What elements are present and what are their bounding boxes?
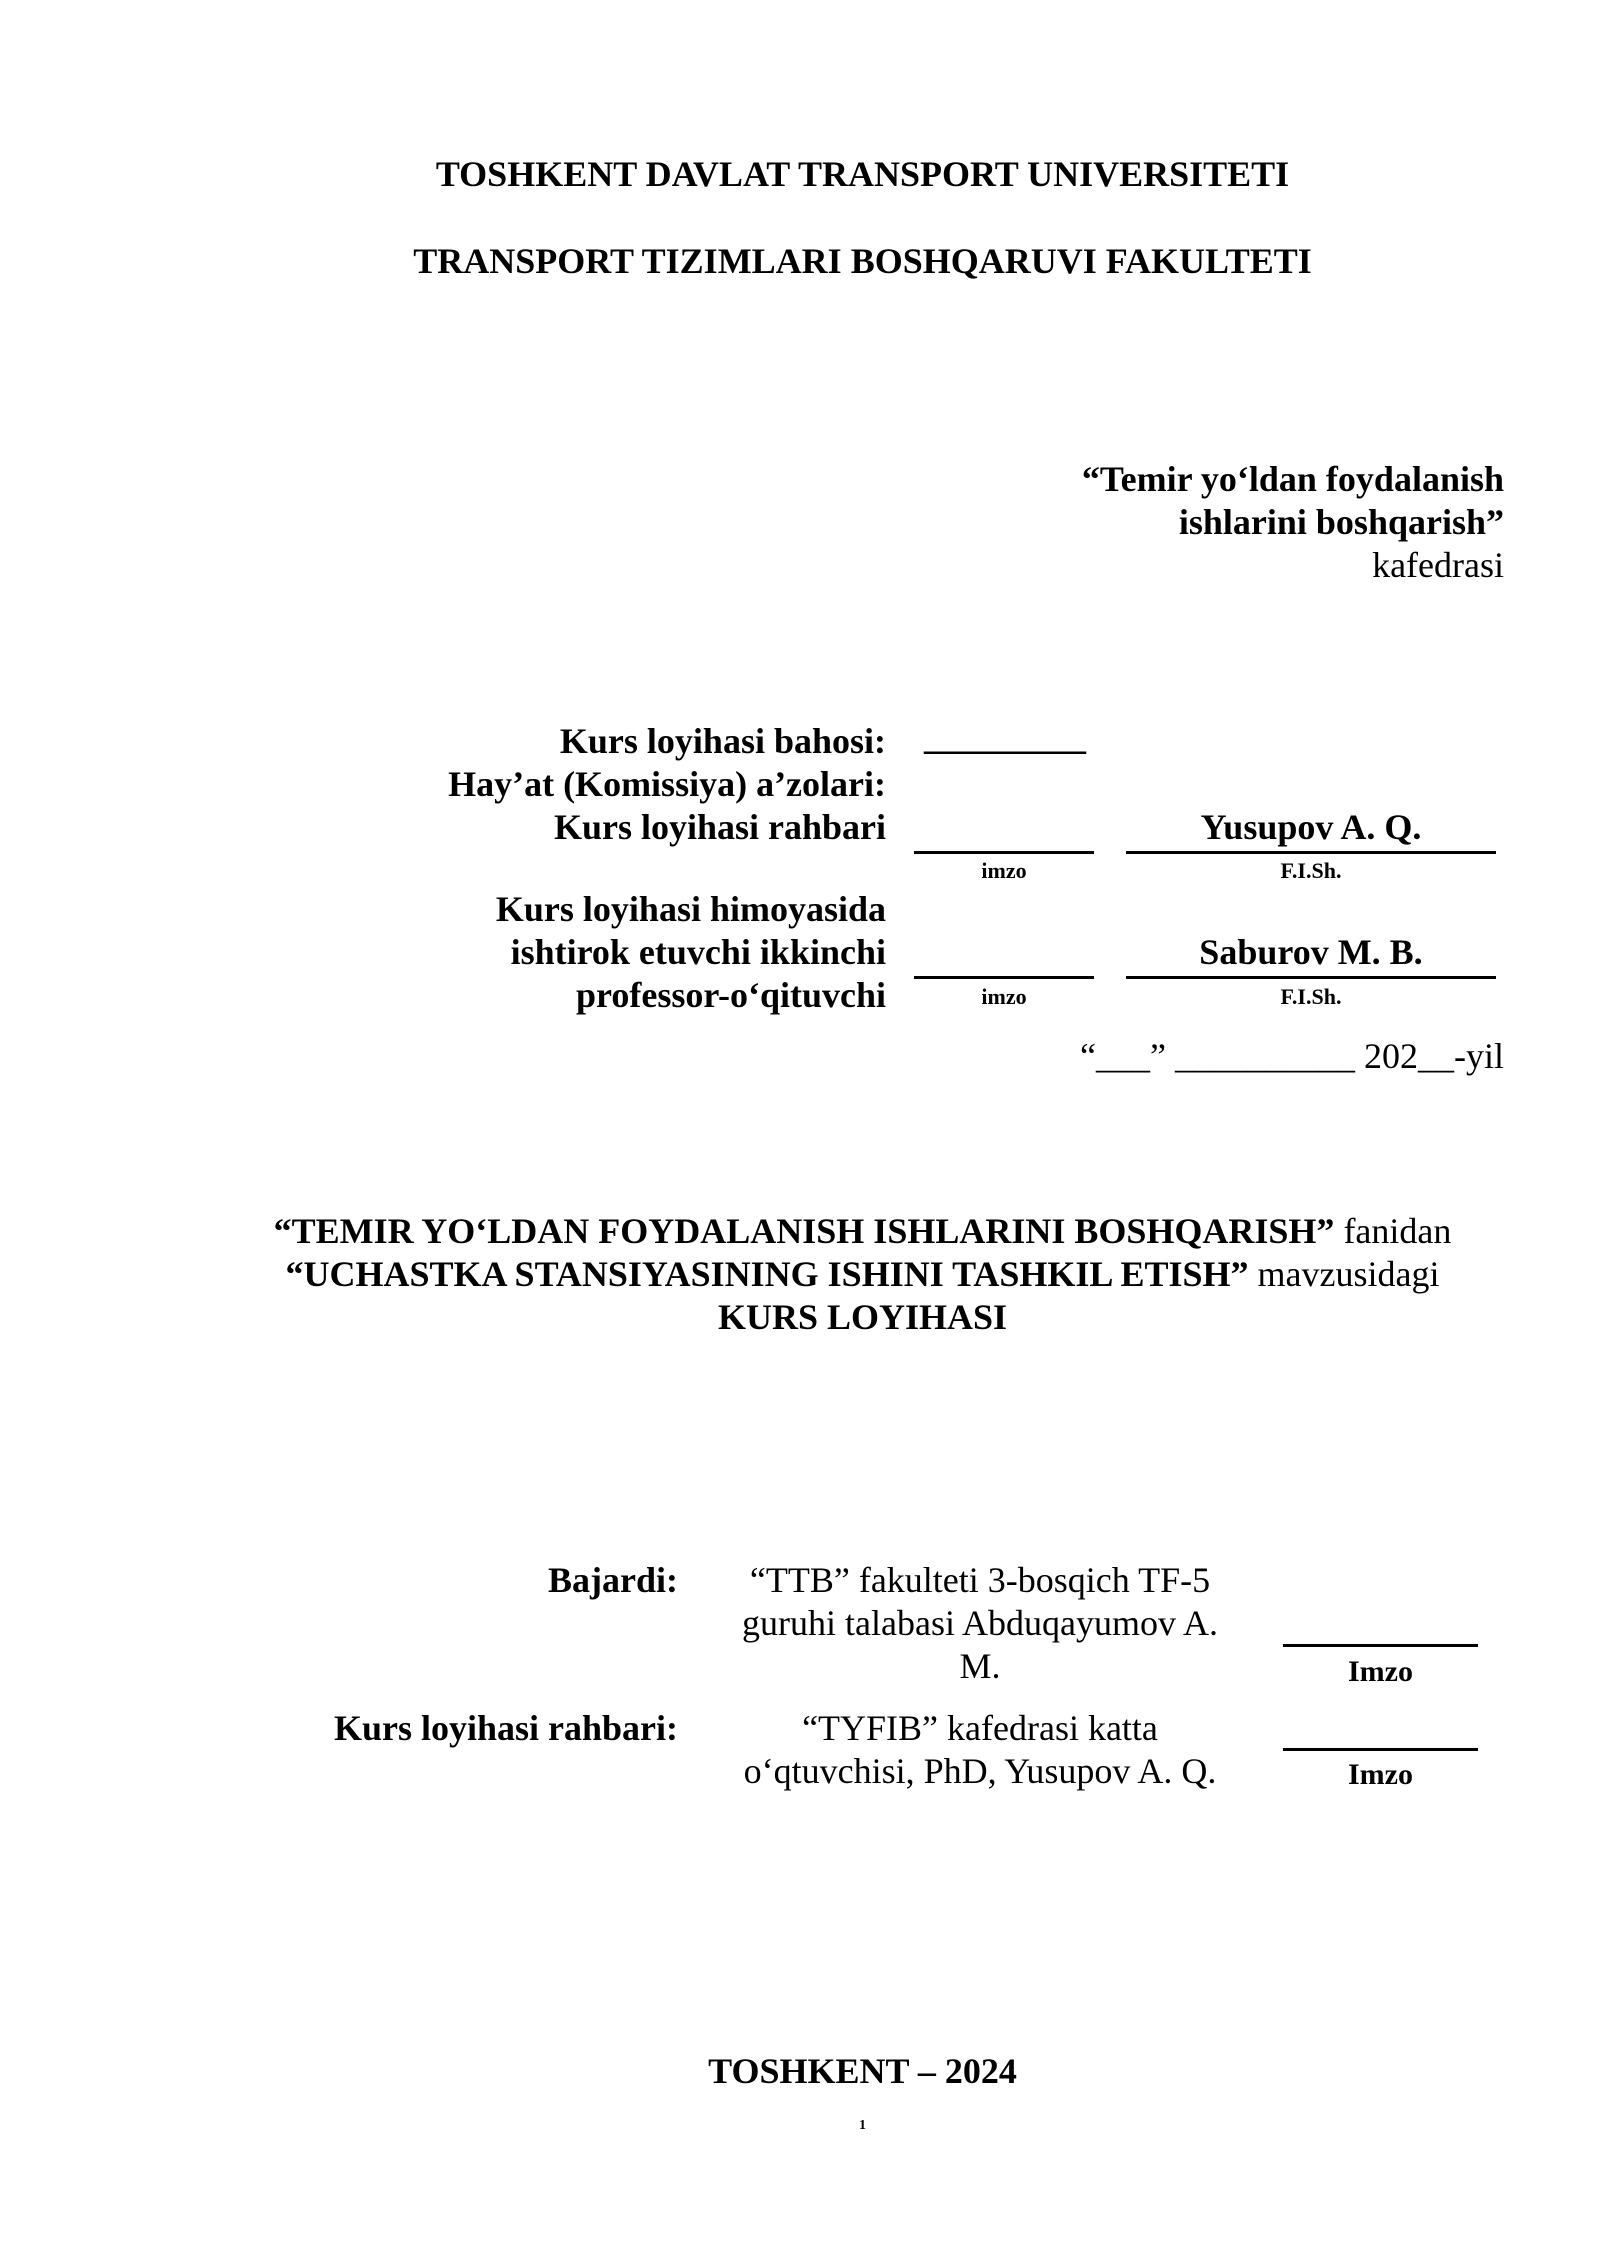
second-label-line-2: ishtirok etuvchi ikkinchi (510, 932, 886, 972)
performer-line-3: M. (959, 1646, 1001, 1686)
topic-suffix: mavzusidagi (1257, 1254, 1440, 1294)
supervisor-signature-caption: imzo (981, 858, 1027, 883)
second-name-line (1126, 976, 1496, 979)
document-type: KURS LOYIHASI (717, 1297, 1008, 1337)
supervisor-name-line (1126, 851, 1496, 854)
commission-label: Hay’at (Komissiya) a’zolari: (448, 764, 886, 804)
second-label-line-3: professor-o‘qituvchi (576, 975, 886, 1015)
performer-signature-caption: Imzo (1348, 1655, 1413, 1688)
subject-name: “TEMIR YO‘LDAN FOYDALANISH ISHLARINI BOSHQARISH” (273, 1211, 1335, 1251)
topic-line (0, 1253, 1600, 1296)
department-line-3: kafedrasi (1372, 545, 1504, 585)
supervisor-name: Yusupov A. Q. (1200, 807, 1422, 847)
supervisor-name-caption: F.I.Sh. (1280, 858, 1342, 883)
subject-line (0, 1210, 1600, 1253)
course-supervisor-signature-line (1283, 1748, 1478, 1751)
grade-blank: _________ (924, 717, 1086, 757)
performer-signature-line (1283, 1644, 1478, 1647)
performer-line-2: guruhi talabasi Abduqayumov A. (742, 1603, 1218, 1643)
page-number: 1 (859, 2118, 866, 2133)
course-supervisor-line-2: o‘qtuvchisi, PhD, Yusupov A. Q. (743, 1751, 1217, 1791)
second-signature-caption: imzo (981, 984, 1027, 1009)
performer-label: Bajardi: (548, 1560, 678, 1600)
course-supervisor-line-1: “TYFIB” kafedrasi katta (802, 1708, 1158, 1748)
topic-name: “UCHASTKA STANSIYASINING ISHINI TASHKIL ETISH” (285, 1254, 1249, 1294)
course-supervisor-signature-caption: Imzo (1348, 1758, 1413, 1791)
course-supervisor-label: Kurs loyihasi rahbari: (333, 1708, 678, 1748)
city-year: TOSHKENT – 2024 (708, 2051, 1017, 2091)
date-line: “___” __________ 202__-yil (1080, 1036, 1504, 1076)
faculty-name: TRANSPORT TIZIMLARI BOSHQARUVI FAKULTETI (413, 241, 1312, 281)
supervisor-label: Kurs loyihasi rahbari (553, 807, 886, 847)
second-signature-line (914, 976, 1094, 979)
second-teacher-name: Saburov M. B. (1199, 932, 1423, 972)
supervisor-signature-line (914, 851, 1094, 854)
second-label-line-1: Kurs loyihasi himoyasida (495, 889, 886, 929)
department-line-1: “Temir yo‘ldan foydalanish (1081, 459, 1504, 499)
subject-suffix: fanidan (1343, 1211, 1452, 1251)
university-name: TOSHKENT DAVLAT TRANSPORT UNIVERSITETI (435, 154, 1290, 194)
performer-line-1: “TTB” fakulteti 3-bosqich TF-5 (749, 1560, 1211, 1600)
grade-label: Kurs loyihasi bahosi: (559, 721, 886, 761)
department-line-2: ishlarini boshqarish” (1178, 502, 1504, 542)
second-name-caption: F.I.Sh. (1280, 984, 1342, 1009)
